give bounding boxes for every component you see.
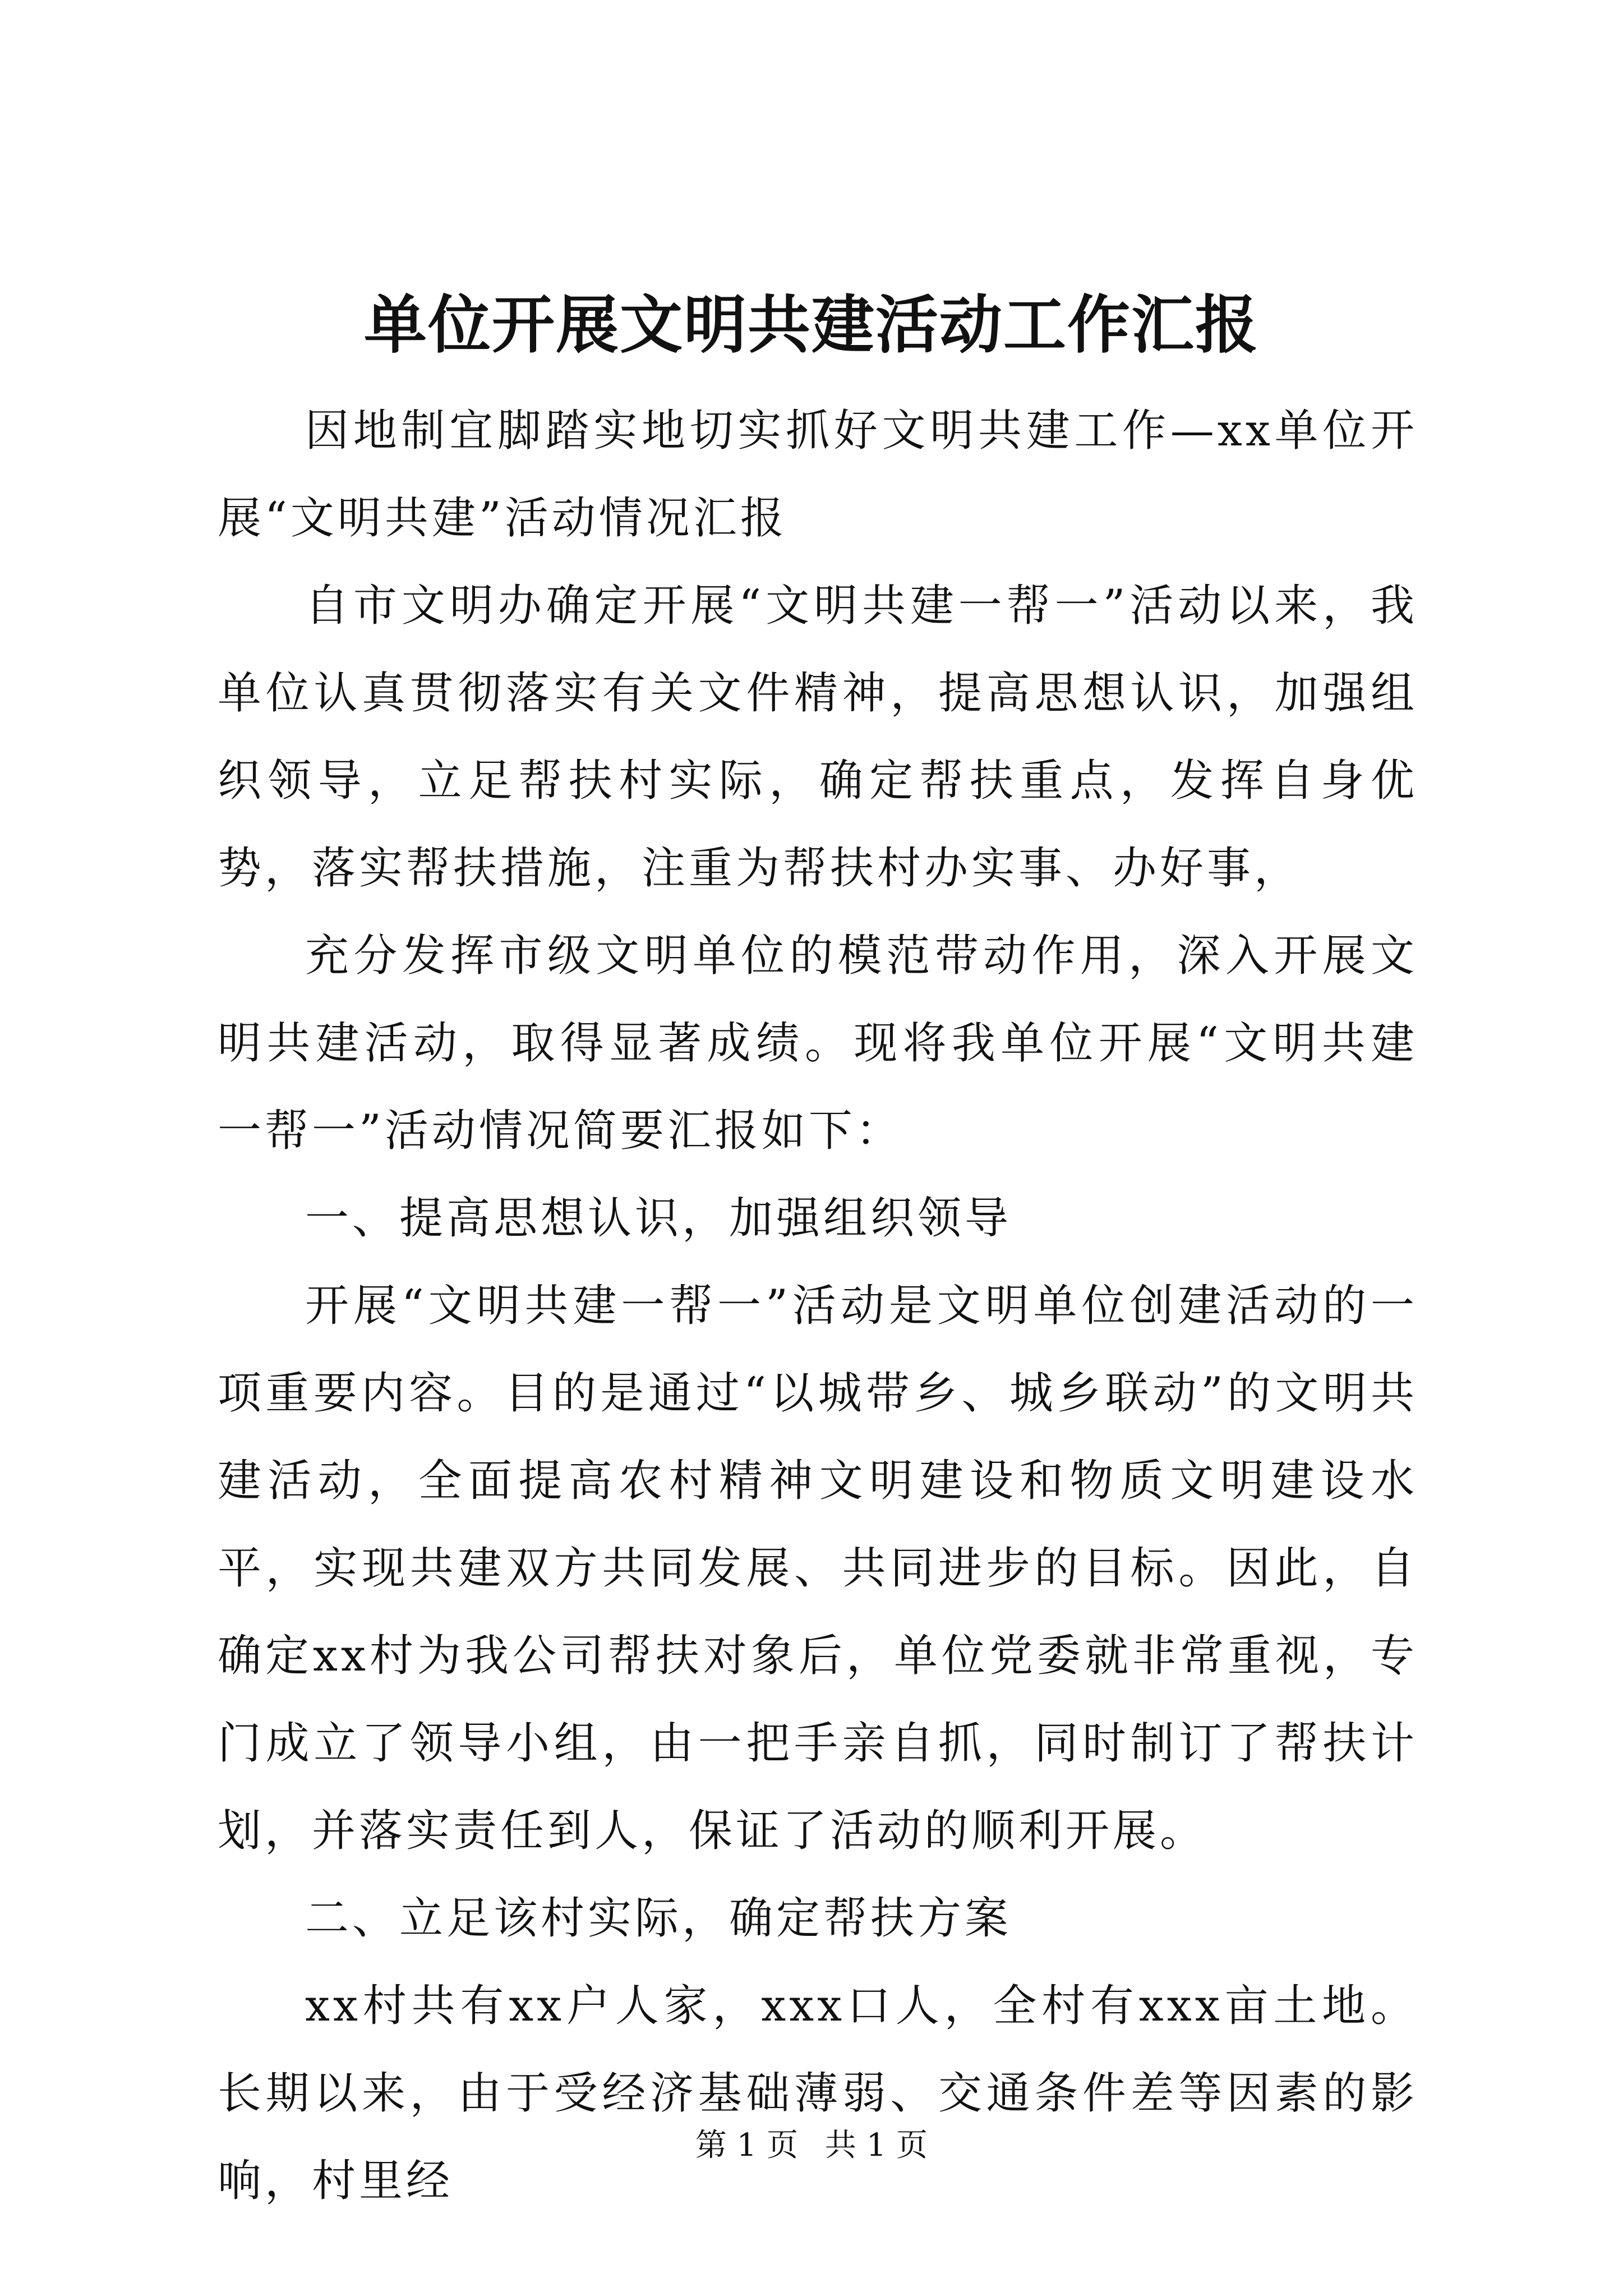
document-body [218,387,1418,2225]
paragraph-intro-continued: 充分发挥市级文明单位的模范带动作用，深入开展文明共建活动，取得显著成绩。现将我单位开展“文明共建一帮一”活动情况简要汇报如下： [218,931,1418,1156]
document-title: 单位开展文明共建活动工作汇报 [364,288,1259,362]
section-heading-1: 一、提高思想认识，加强组织领导 [305,1193,1012,1244]
paragraph-subtitle: 因地制宜脚踏实地切实抓好文明共建工作—xx单位开展“文明共建”活动情况汇报 [218,406,1418,544]
page-total: 共 1 页 [824,2127,928,2164]
paragraph-intro: 自市文明办确定开展“文明共建一帮一”活动以来，我单位认真贯彻落实有关文件精神，提高思想认识，加强组织领导，立足帮扶村实际，确定帮扶重点，发挥自身优势，落实帮扶措施，注重为帮扶村办实事、办好事， [218,581,1418,894]
page-number: 第 1 页 [695,2127,799,2164]
paragraph-section-2: xx村共有xx户人家，xxx口人，全村有xxx亩土地。长期以来，由于受经济基础薄弱、交通条件差等因素的影响，村里经 [218,1981,1418,2206]
paragraph-section-1: 开展“文明共建一帮一”活动是文明单位创建活动的一项重要内容。目的是通过“以城带乡、城乡联动”的文明共建活动，全面提高农村精神文明建设和物质文明建设水平，实现共建双方共同发展、共同进步的目标。因此，自确定xx村为我公司帮扶对象后，单位党委就非常重视，专门成立了领导小组，由一把手亲自抓，同时制订了帮扶计划，并落实责任到人，保证了活动的顺利开展。 [218,1281,1418,1856]
section-heading-2: 二、立足该村实际，确定帮扶方案 [305,1893,1012,1944]
page-footer [0,2123,1623,2168]
